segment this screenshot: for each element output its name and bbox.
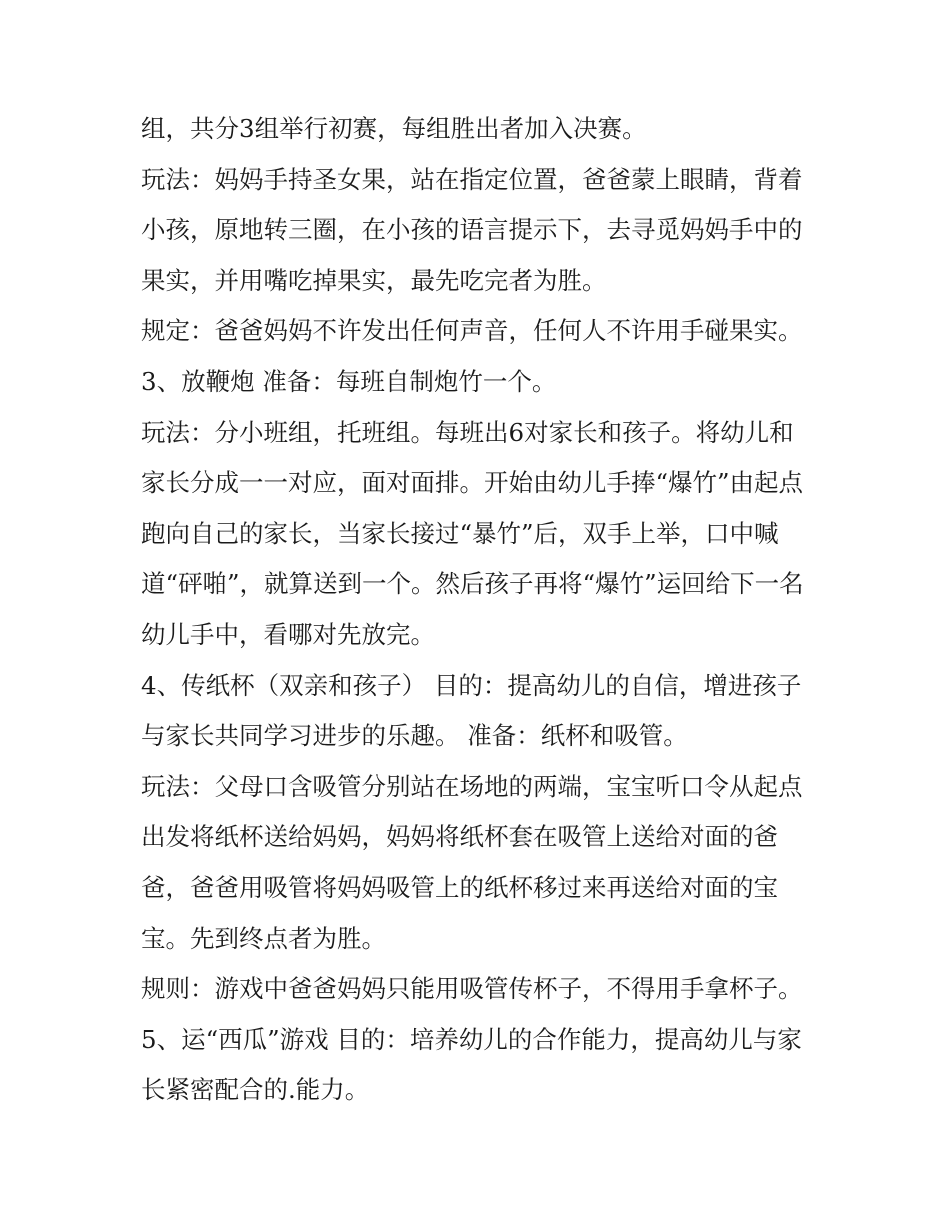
text-line: 家长分成一一对应，面对面排。开始由幼儿手捧“爆竹”由起点: [141, 468, 804, 498]
text-line: 出发将纸杯送给妈妈，妈妈将纸杯套在吸管上送给对面的爸: [141, 822, 778, 852]
section-heading: 3、放鞭炮 准备：每班自制炮竹一个。: [141, 366, 557, 396]
text-line: 长紧密配合的.能力。: [141, 1075, 370, 1105]
text-line: 果实，并用嘴吃掉果实，最先吃完者为胜。: [141, 265, 607, 295]
text-line: 幼儿手中，看哪对先放完。: [141, 619, 435, 649]
text-line: 跑向自己的家长，当家长接过“暴竹”后，双手上举，口中喊: [141, 518, 779, 548]
document-page: [141, 104, 831, 1116]
text-line: 爸，爸爸用吸管将妈妈吸管上的纸杯移过来再送给对面的宝: [141, 872, 778, 902]
text-line: 小孩，原地转三圈，在小孩的语言提示下，去寻觅妈妈手中的: [141, 215, 803, 245]
text-line: 规定：爸爸妈妈不许发出任何声音，任何人不许用手碰果实。: [141, 316, 803, 346]
text-line: 组，共分3组举行初赛，每组胜出者加入决赛。: [141, 114, 647, 143]
text-line: 玩法：父母口含吸管分别站在场地的两端，宝宝听口令从起点: [141, 771, 803, 801]
section-heading: 4、传纸杯（双亲和孩子） 目的：提高幼儿的自信，增进孩子: [141, 670, 802, 700]
text-line: 规则：游戏中爸爸妈妈只能用吸管传杯子，不得用手拿杯子。: [141, 974, 803, 1004]
section-heading: 5、运“西瓜”游戏 目的：培养幼儿的合作能力，提高幼儿与家: [141, 1024, 802, 1054]
text-line: 宝。先到终点者为胜。: [141, 923, 386, 953]
text-line: 与家长共同学习进步的乐趣。 准备：纸杯和吸管。: [141, 721, 688, 751]
text-line: 玩法：妈妈手持圣女果，站在指定位置，爸爸蒙上眼睛，背着: [141, 164, 803, 194]
text-line: 玩法：分小班组，托班组。每班出6对家长和孩子。将幼儿和: [141, 417, 794, 447]
text-line: 道“砰啪”，就算送到一个。然后孩子再将“爆竹”运回给下一名: [141, 569, 804, 599]
